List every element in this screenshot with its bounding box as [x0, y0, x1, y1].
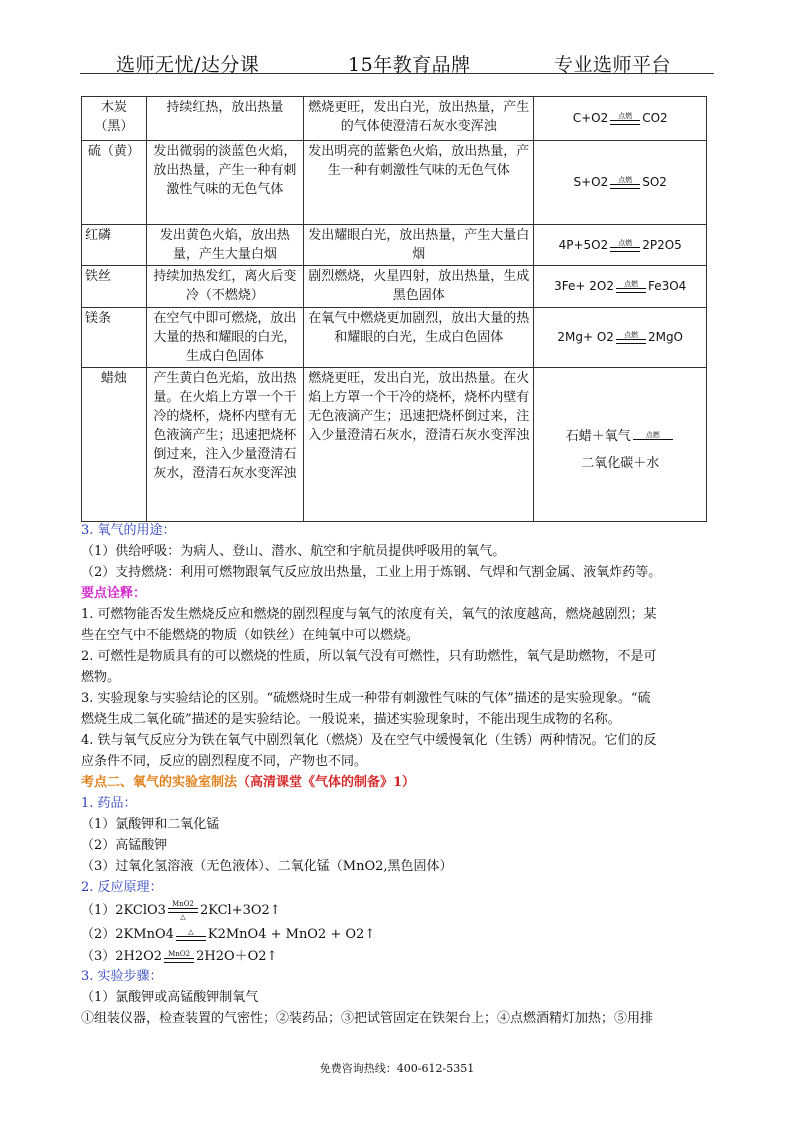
reaction-equation — [554, 277, 686, 296]
equation-products: 2MgO — [647, 330, 684, 344]
eq1-left: （1）2KClO3 — [81, 902, 166, 918]
air-phenomenon-cell: 发出微弱的淡蓝色火焰，放出热量，产生一种有刺激性气味的无色气体 — [146, 141, 303, 225]
equation-products: CO2 — [642, 111, 668, 125]
substance-cell: 木炭（黑） — [82, 97, 147, 141]
equation-reactants: 2Mg+ O2 — [557, 330, 614, 344]
footer-hotline: 免费咨询热线：400-612-5351 — [319, 1062, 475, 1075]
header-slogan: 15年教育品牌 — [348, 54, 471, 76]
eq2-right: K2MnO4 + MnO2 + O2↑ — [207, 926, 376, 942]
step-1: （1）氯酸钾或高锰酸钾制氧气 — [81, 990, 259, 1005]
page-header — [80, 44, 714, 74]
reaction-equation — [559, 236, 682, 255]
oxygen-phenomenon-cell: 发出耀眼白光，放出热量，产生大量白烟 — [304, 225, 534, 266]
note-4-b: 应条件不同，反应的剧烈程度不同，产物也不同。 — [81, 754, 368, 769]
notes-section — [81, 583, 721, 772]
air-phenomenon-cell: 持续红热，放出热量 — [146, 97, 303, 141]
eq2-condition — [176, 928, 206, 941]
substance-cell: 蜡烛 — [82, 368, 147, 522]
equation-products: 二氧化碳＋水 — [581, 456, 660, 471]
equation-cell — [534, 97, 707, 141]
drug-1: （1）氯酸钾和二氧化锰 — [81, 817, 220, 832]
double-line-icon — [164, 958, 194, 963]
note-3-a: 3. 实验现象与实验结论的区别。“硫燃烧时生成一种带有刺激性气味的气体”描述的是实验现象。“硫 — [81, 691, 651, 706]
oxygen-phenomenon-cell: 剧烈燃烧，火星四射，放出热量，生成黑色固体 — [304, 266, 534, 308]
steps-title: 3. 实验步骤： — [81, 969, 163, 984]
equation-reactants: 4P+5O2 — [558, 237, 609, 252]
arrow-icon — [633, 439, 673, 443]
ignition-label: 点燃 — [623, 331, 638, 339]
equation-condition — [616, 331, 646, 344]
drug-3: （3）过氧化氢溶液（无色液体）、二氧化锰（MnO2,黑色固体） — [81, 859, 453, 874]
equation-reactants: 3Fe+ 2O2 — [554, 279, 614, 293]
equation-h2o2 — [81, 946, 721, 966]
reaction-equation — [566, 427, 675, 446]
equation-products: 2P2O5 — [642, 237, 682, 252]
substance-cell: 硫（黄） — [82, 141, 147, 225]
uses-item-1: （1）供给呼吸：为病人、登山、潜水、航空和宇航员提供呼吸用的氧气。 — [81, 544, 506, 559]
equation-condition — [633, 431, 673, 443]
step-1-detail: ①组装仪器，检查装置的气密性；②装药品；③把试管固定在铁架台上；④点燃酒精灯加热；⑤用排 — [81, 1011, 654, 1026]
section-two — [81, 772, 721, 1029]
table-row — [82, 368, 707, 522]
oxygen-phenomenon-cell: 燃烧更旺，发出白光，放出热量。在火焰上方罩一个干冷的烧杯，烧杯内壁有无色液滴产生；迅速把烧杯倒过来，注入少量澄清石灰水，澄清石灰水变浑浊 — [304, 368, 534, 522]
eq1-condition — [168, 900, 198, 921]
reaction-equation — [557, 328, 683, 347]
equation-kmno4 — [81, 922, 721, 946]
equation-condition — [616, 280, 646, 293]
reaction-equation — [573, 173, 666, 192]
table-row — [82, 308, 707, 368]
header-platform: 专业选师平台 — [554, 54, 672, 76]
note-4-a: 4. 铁与氧气反应分为铁在氧气中剧烈氧化（燃烧）及在空气中缓慢氧化（生锈）两种情况。它们的反 — [81, 733, 657, 748]
combustion-table — [81, 96, 707, 522]
equation-kclo3 — [81, 898, 721, 922]
table-row — [82, 141, 707, 225]
drugs-title: 1. 药品： — [81, 796, 137, 811]
header-brand: 选师无忧/达分课 — [116, 54, 260, 76]
double-line-icon — [176, 936, 206, 941]
uses-item-2: （2）支持燃烧：利用可燃物跟氧气反应放出热量，工业上用于炼钢、气焊和气割金属、液氧炸药等。 — [81, 565, 662, 580]
eq2-left: （2）2KMnO4 — [81, 926, 174, 942]
equation-condition — [610, 176, 640, 189]
note-1-a: 1. 可燃物能否发生燃烧反应和燃烧的剧烈程度与氧气的浓度有关，氧气的浓度越高，燃烧越剧烈；某 — [81, 607, 657, 622]
eq1-heat: △ — [180, 912, 186, 921]
header-divider — [80, 73, 714, 74]
table-row — [82, 97, 707, 141]
substance-cell: 红磷 — [82, 225, 147, 266]
equation-products: SO2 — [642, 175, 667, 189]
section-two-link[interactable]: （高清课堂《气体的制备》1） — [237, 775, 416, 790]
eq3-catalyst: MnO2 — [168, 949, 191, 958]
ignition-label: 点燃 — [618, 112, 633, 120]
oxygen-phenomenon-cell: 发出明亮的蓝紫色火焰，放出热量，产生一种有刺激性气味的无色气体 — [304, 141, 534, 225]
air-phenomenon-cell: 发出黄色火焰，放出热量，产生大量白烟 — [146, 225, 303, 266]
equation-condition — [610, 112, 640, 125]
eq1-catalyst: MnO2 — [172, 899, 194, 908]
air-phenomenon-cell: 持续加热发红，离火后变冷（不燃烧） — [146, 266, 303, 308]
eq1-right: 2KCl+3O2↑ — [199, 902, 281, 918]
ignition-label: 点燃 — [645, 430, 660, 439]
eq2-heat: △ — [188, 927, 194, 936]
ignition-label: 点燃 — [623, 280, 638, 288]
principle-title: 2. 反应原理： — [81, 880, 163, 895]
note-3-b: 燃烧生成二氧化硫”描述的是实验结论。一般说来，描述实验现象时，不能出现生成物的名称。 — [81, 712, 621, 727]
equation-condition — [610, 239, 640, 252]
eq3-left: （3）2H2O2 — [81, 948, 163, 964]
table-row — [82, 225, 707, 266]
substance-cell: 铁丝 — [82, 266, 147, 308]
air-phenomenon-cell: 产生黄白色光焰，放出热量。在火焰上方罩一个干冷的烧杯，烧杯内壁有无色液滴产生；迅速把烧杯倒过来，注入少量澄清石灰水，澄清石灰水变浑浊 — [146, 368, 303, 522]
equation-cell — [534, 141, 707, 225]
note-2-a: 2. 可燃性是物质具有的可以燃烧的性质，所以氧气没有可燃性，只有助燃性，氧气是助燃物，不是可 — [81, 649, 657, 664]
uses-title: 3. 氧气的用途： — [81, 523, 176, 538]
air-phenomenon-cell: 在空气中即可燃烧，放出大量的热和耀眼的白光，生成白色固体 — [146, 308, 303, 368]
substance-cell: 镁条 — [82, 308, 147, 368]
drug-2: （2）高锰酸钾 — [81, 838, 168, 853]
equation-cell — [534, 368, 707, 522]
equation-reactants: 石蜡＋氧气 — [565, 429, 631, 444]
ignition-label: 点燃 — [618, 238, 633, 247]
oxygen-phenomenon-cell: 在氧气中燃烧更加剧烈，放出大量的热和耀眼的白光，生成白色固体 — [304, 308, 534, 368]
equation-reactants: S+O2 — [573, 175, 609, 189]
oxygen-phenomenon-cell: 燃烧更旺，发出白光，放出热量，产生的气体使澄清石灰水变浑浊 — [304, 97, 534, 141]
notes-title: 要点诠释： — [81, 586, 147, 601]
double-line-icon — [610, 247, 640, 252]
equation-products: Fe3O4 — [647, 279, 687, 293]
note-1-b: 些在空气中不能燃烧的物质（如铁丝）在纯氧中可以燃烧。 — [81, 628, 420, 643]
uses-section — [81, 520, 721, 583]
equation-cell — [534, 266, 707, 308]
section-two-title: 考点二、氧气的实验室制法 — [81, 775, 238, 790]
double-line-icon — [616, 339, 646, 344]
equation-reactants: C+O2 — [572, 111, 609, 125]
reaction-equation — [573, 109, 668, 128]
eq3-right: 2H2O＋O2↑ — [196, 948, 278, 964]
equation-cell — [534, 308, 707, 368]
equation-cell — [534, 225, 707, 266]
double-line-icon — [610, 184, 640, 189]
eq3-condition — [164, 950, 194, 963]
ignition-label: 点燃 — [618, 176, 633, 184]
double-line-icon — [616, 288, 646, 293]
table-row — [82, 266, 707, 308]
double-line-icon — [610, 120, 640, 125]
note-2-b: 燃物。 — [81, 670, 121, 685]
